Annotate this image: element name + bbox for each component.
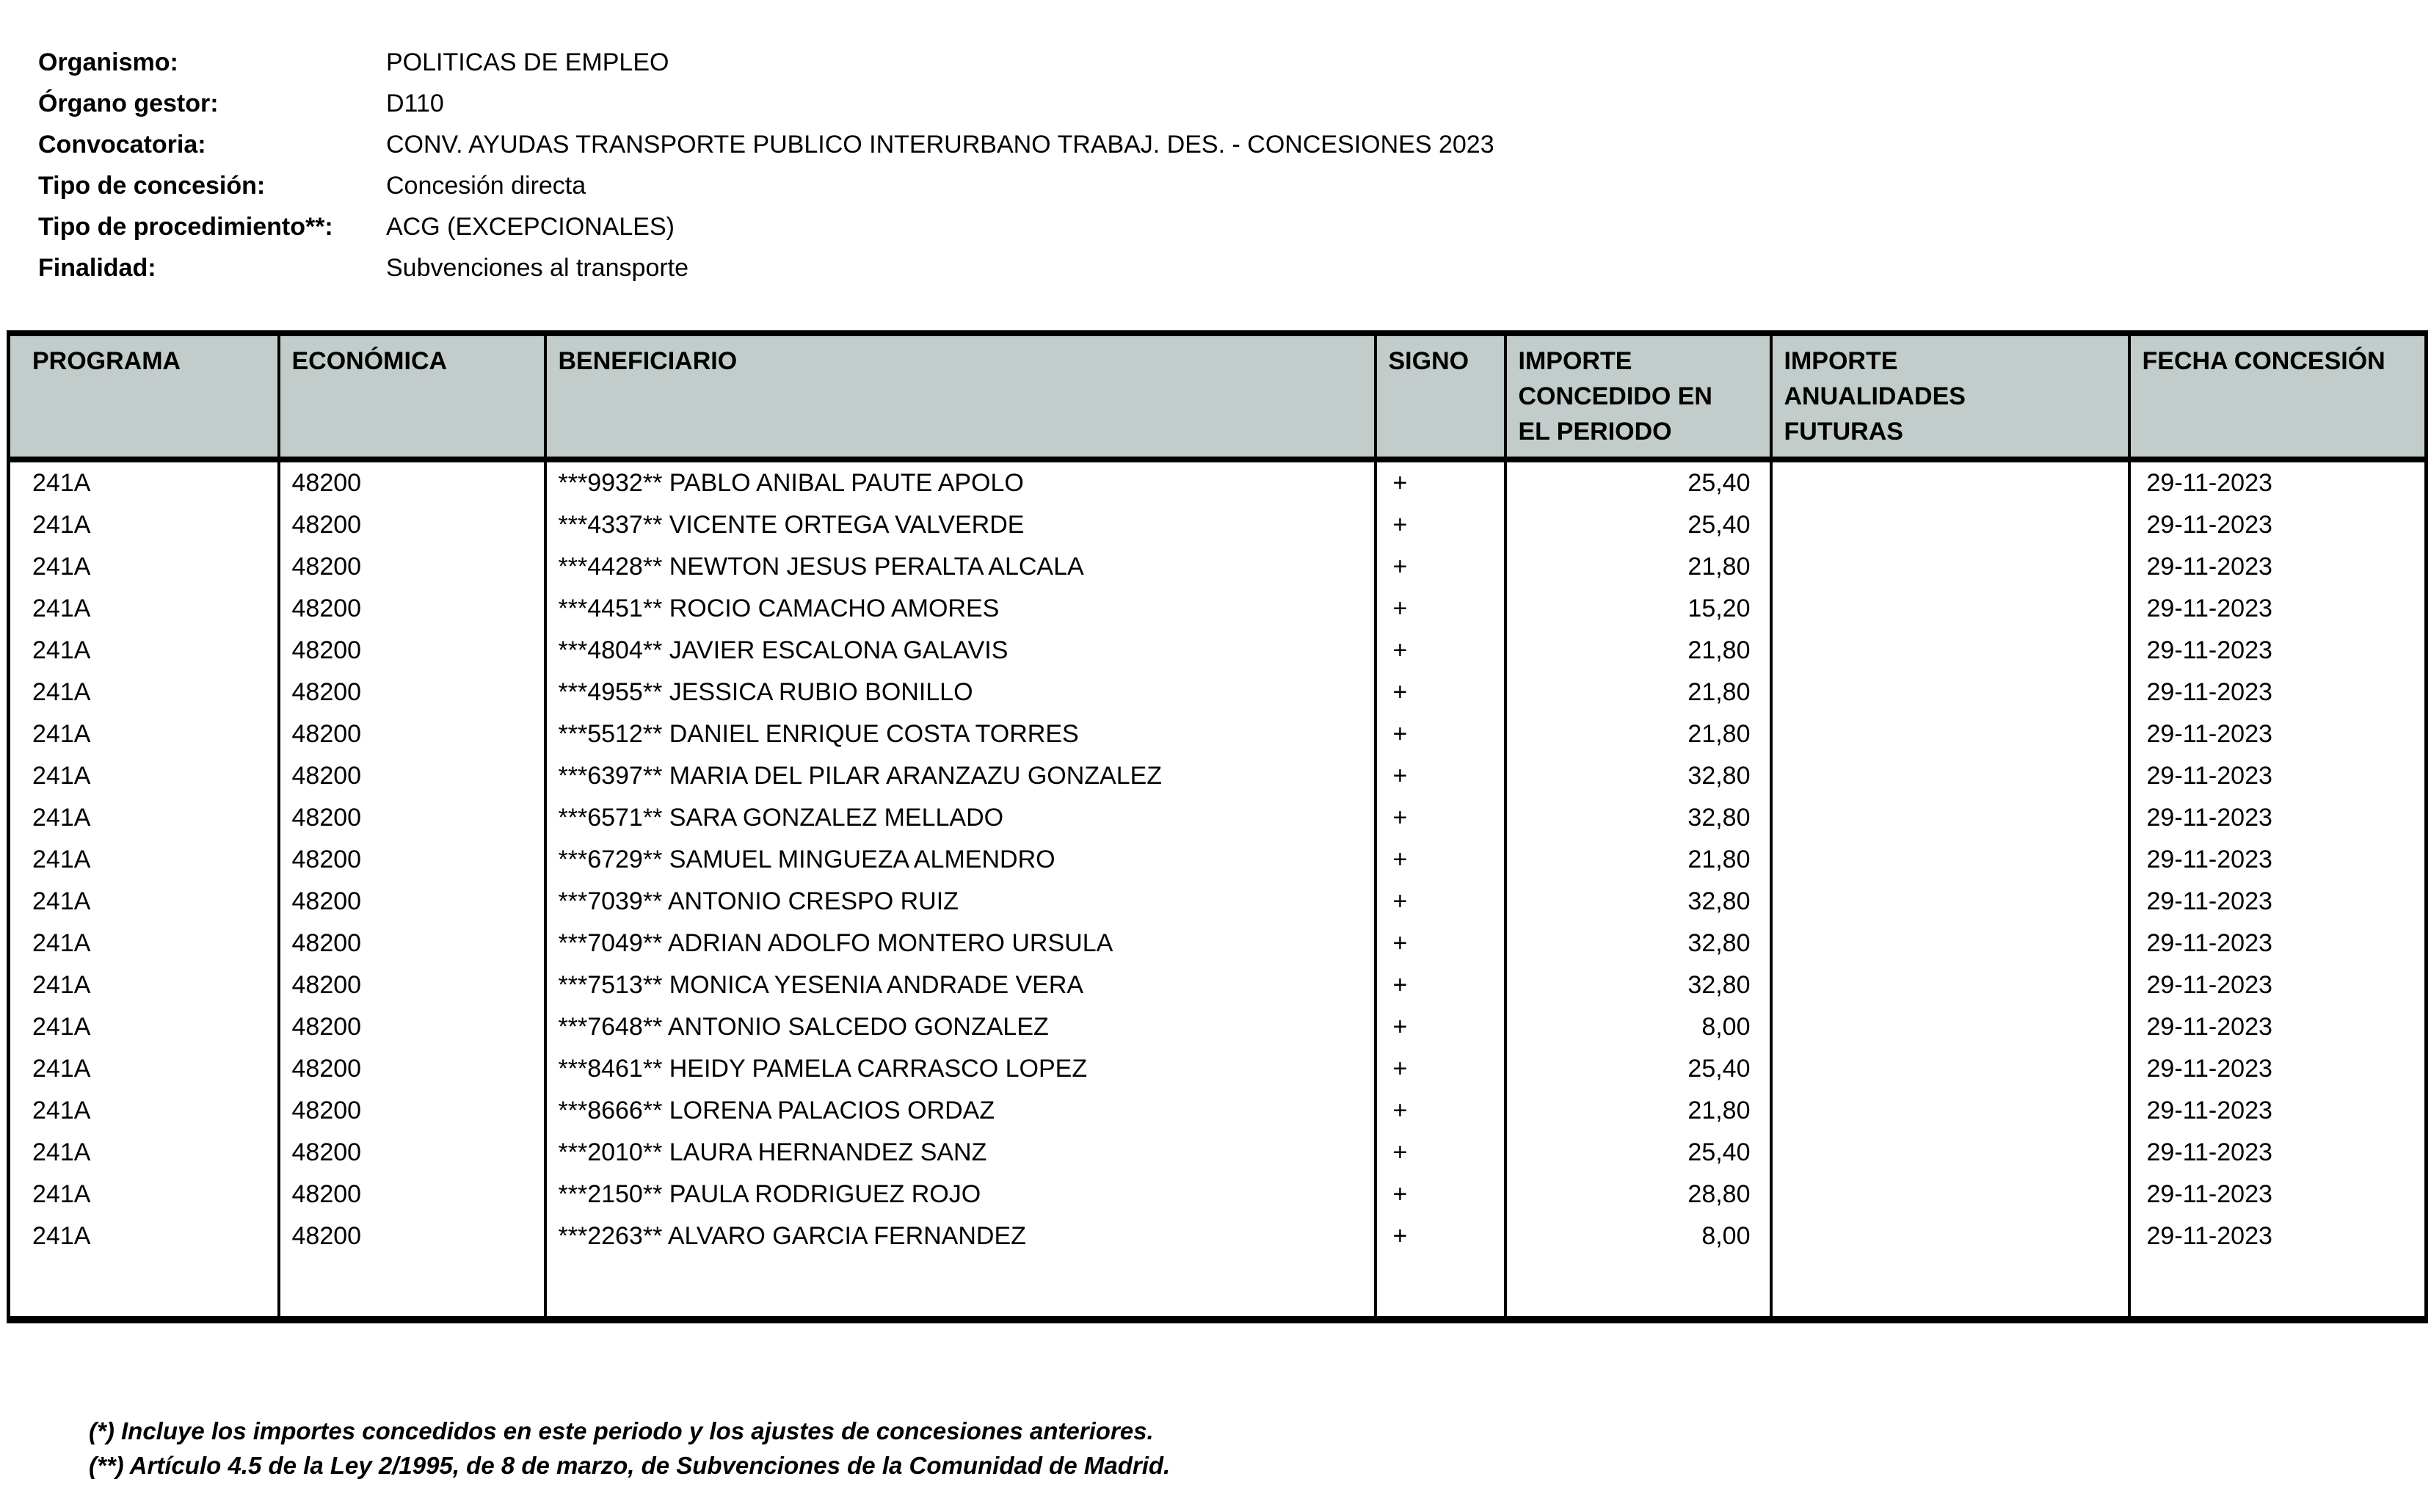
cell-importe-anualidades	[1771, 964, 2129, 1006]
cell-importe-anualidades	[1771, 797, 2129, 839]
cell-signo: +	[1376, 881, 1505, 923]
table-row	[9, 588, 2427, 630]
cell-economica: 48200	[279, 755, 545, 797]
table-row	[9, 1006, 2427, 1048]
cell-signo: +	[1376, 1215, 1505, 1257]
cell-fecha-concesion: 29-11-2023	[2129, 839, 2427, 881]
cell-economica: 48200	[279, 1132, 545, 1174]
cell-importe-concedido: 15,20	[1505, 588, 1771, 630]
cell-signo: +	[1376, 1174, 1505, 1215]
metadata-label: Convocatoria:	[38, 131, 206, 159]
cell-programa: 241A	[32, 469, 91, 497]
metadata-row	[38, 206, 1494, 247]
cell-signo: +	[1376, 546, 1505, 588]
table-row	[9, 797, 2427, 839]
cell-programa: 241A	[32, 595, 91, 622]
cell-importe-anualidades	[1771, 504, 2129, 546]
cell-fecha-concesion	[2129, 1257, 2427, 1320]
cell-beneficiario: ***2150** PAULA RODRIGUEZ ROJO	[545, 1174, 1376, 1215]
cell-beneficiario: ***7513** MONICA YESENIA ANDRADE VERA	[545, 964, 1376, 1006]
cell-importe-concedido: 32,80	[1505, 881, 1771, 923]
cell-beneficiario: ***6571** SARA GONZALEZ MELLADO	[545, 797, 1376, 839]
cell-economica: 48200	[279, 923, 545, 964]
cell-programa: 241A	[32, 1097, 91, 1124]
cell-programa: 241A	[32, 762, 91, 790]
cell-importe-concedido: 21,80	[1505, 546, 1771, 588]
cell-importe-concedido: 25,40	[1505, 1048, 1771, 1090]
metadata-label: Organismo:	[38, 48, 178, 76]
table-row	[9, 1132, 2427, 1174]
table-row	[9, 1215, 2427, 1257]
cell-economica: 48200	[279, 630, 545, 672]
metadata-row	[38, 165, 1494, 206]
cell-beneficiario: ***8666** LORENA PALACIOS ORDAZ	[545, 1090, 1376, 1132]
cell-fecha-concesion: 29-11-2023	[2129, 459, 2427, 504]
cell-economica: 48200	[279, 797, 545, 839]
cell-importe-concedido: 8,00	[1505, 1006, 1771, 1048]
cell-economica: 48200	[279, 713, 545, 755]
metadata-value: Subvenciones al transporte	[386, 254, 689, 282]
cell-beneficiario: ***4337** VICENTE ORTEGA VALVERDE	[545, 504, 1376, 546]
cell-beneficiario: ***4451** ROCIO CAMACHO AMORES	[545, 588, 1376, 630]
metadata-row	[38, 42, 1494, 83]
cell-importe-concedido: 21,80	[1505, 672, 1771, 713]
cell-importe-concedido: 21,80	[1505, 1090, 1771, 1132]
cell-fecha-concesion: 29-11-2023	[2129, 546, 2427, 588]
cell-fecha-concesion: 29-11-2023	[2129, 755, 2427, 797]
cell-importe-anualidades	[1771, 713, 2129, 755]
cell-programa: 241A	[32, 1222, 91, 1250]
table-row	[9, 1090, 2427, 1132]
cell-beneficiario: ***7039** ANTONIO CRESPO RUIZ	[545, 881, 1376, 923]
cell-economica: 48200	[279, 1006, 545, 1048]
cell-importe-concedido: 21,80	[1505, 630, 1771, 672]
footnotes	[89, 1414, 1170, 1483]
cell-programa: 241A	[32, 1055, 91, 1083]
metadata-label: Finalidad:	[38, 254, 156, 282]
cell-beneficiario: ***9932** PABLO ANIBAL PAUTE APOLO	[545, 459, 1376, 504]
cell-signo: +	[1376, 964, 1505, 1006]
cell-importe-concedido: 32,80	[1505, 797, 1771, 839]
cell-importe-concedido	[1505, 1257, 1771, 1320]
footnote: (**) Artículo 4.5 de la Ley 2/1995, de 8 de marzo, de Subvenciones de la Comunidad de Madrid.	[89, 1452, 1171, 1479]
metadata-label: Tipo de concesión:	[38, 172, 266, 200]
cell-signo	[1376, 1257, 1505, 1320]
cell-signo: +	[1376, 588, 1505, 630]
footnote: (*) Incluye los importes concedidos en este periodo y los ajustes de concesiones anteriores.	[89, 1417, 1154, 1444]
cell-importe-concedido: 32,80	[1505, 964, 1771, 1006]
cell-importe-anualidades	[1771, 1132, 2129, 1174]
cell-importe-anualidades	[1771, 1215, 2129, 1257]
cell-signo: +	[1376, 672, 1505, 713]
column-header: FECHA CONCESIÓN	[2129, 333, 2427, 459]
cell-fecha-concesion: 29-11-2023	[2129, 713, 2427, 755]
table-row	[9, 546, 2427, 588]
cell-beneficiario: ***7648** ANTONIO SALCEDO GONZALEZ	[545, 1006, 1376, 1048]
cell-importe-anualidades	[1771, 459, 2129, 504]
metadata-row	[38, 247, 1494, 288]
cell-importe-concedido: 28,80	[1505, 1174, 1771, 1215]
filler-row	[9, 1257, 2427, 1320]
cell-signo: +	[1376, 504, 1505, 546]
cell-beneficiario: ***4428** NEWTON JESUS PERALTA ALCALA	[545, 546, 1376, 588]
cell-programa: 241A	[32, 971, 91, 999]
cell-programa: 241A	[32, 1180, 91, 1208]
cell-fecha-concesion: 29-11-2023	[2129, 1048, 2427, 1090]
cell-programa: 241A	[32, 511, 91, 539]
grants-table	[7, 330, 2428, 1323]
cell-programa: 241A	[32, 553, 91, 581]
metadata-row	[38, 124, 1494, 165]
cell-economica: 48200	[279, 1090, 545, 1132]
cell-signo: +	[1376, 923, 1505, 964]
cell-beneficiario: ***2010** LAURA HERNANDEZ SANZ	[545, 1132, 1376, 1174]
cell-economica: 48200	[279, 964, 545, 1006]
cell-signo: +	[1376, 1006, 1505, 1048]
table-row	[9, 672, 2427, 713]
cell-programa: 241A	[32, 846, 91, 873]
column-header: ECONÓMICA	[279, 333, 545, 459]
cell-beneficiario: ***4804** JAVIER ESCALONA GALAVIS	[545, 630, 1376, 672]
cell-economica: 48200	[279, 588, 545, 630]
table-row	[9, 964, 2427, 1006]
cell-importe-anualidades	[1771, 1174, 2129, 1215]
metadata-block	[38, 42, 1494, 288]
cell-programa: 241A	[32, 804, 91, 832]
cell-importe-anualidades	[1771, 839, 2129, 881]
cell-importe-anualidades	[1771, 588, 2129, 630]
table-row	[9, 1174, 2427, 1215]
cell-fecha-concesion: 29-11-2023	[2129, 1174, 2427, 1215]
table-row	[9, 713, 2427, 755]
cell-programa: 241A	[32, 1013, 91, 1041]
cell-importe-anualidades	[1771, 1048, 2129, 1090]
cell-beneficiario: ***8461** HEIDY PAMELA CARRASCO LOPEZ	[545, 1048, 1376, 1090]
metadata-row	[38, 83, 1494, 124]
cell-beneficiario	[545, 1257, 1376, 1320]
cell-signo: +	[1376, 713, 1505, 755]
cell-programa: 241A	[32, 720, 91, 748]
cell-economica: 48200	[279, 881, 545, 923]
cell-fecha-concesion: 29-11-2023	[2129, 588, 2427, 630]
cell-signo: +	[1376, 839, 1505, 881]
cell-beneficiario: ***7049** ADRIAN ADOLFO MONTERO URSULA	[545, 923, 1376, 964]
cell-beneficiario: ***6397** MARIA DEL PILAR ARANZAZU GONZALEZ	[545, 755, 1376, 797]
cell-beneficiario: ***6729** SAMUEL MINGUEZA ALMENDRO	[545, 839, 1376, 881]
cell-programa: 241A	[32, 929, 91, 957]
cell-fecha-concesion: 29-11-2023	[2129, 1132, 2427, 1174]
column-header: IMPORTE ANUALIDADES FUTURAS	[1771, 333, 2129, 459]
cell-importe-anualidades	[1771, 755, 2129, 797]
cell-importe-concedido: 8,00	[1505, 1215, 1771, 1257]
metadata-value: Concesión directa	[386, 172, 586, 200]
cell-importe-anualidades	[1771, 546, 2129, 588]
table-header-row	[9, 333, 2427, 459]
cell-fecha-concesion: 29-11-2023	[2129, 1090, 2427, 1132]
table-row	[9, 755, 2427, 797]
cell-importe-concedido: 21,80	[1505, 713, 1771, 755]
metadata-value: POLITICAS DE EMPLEO	[386, 48, 669, 76]
cell-economica: 48200	[279, 1215, 545, 1257]
cell-signo: +	[1376, 630, 1505, 672]
cell-importe-anualidades	[1771, 672, 2129, 713]
cell-fecha-concesion: 29-11-2023	[2129, 1215, 2427, 1257]
metadata-label: Tipo de procedimiento**:	[38, 213, 333, 241]
metadata-value: ACG (EXCEPCIONALES)	[386, 213, 675, 241]
cell-programa: 241A	[32, 678, 91, 706]
cell-signo: +	[1376, 1132, 1505, 1174]
metadata-label: Órgano gestor:	[38, 90, 219, 117]
cell-importe-concedido: 32,80	[1505, 755, 1771, 797]
table-row	[9, 1048, 2427, 1090]
cell-fecha-concesion: 29-11-2023	[2129, 672, 2427, 713]
cell-signo: +	[1376, 755, 1505, 797]
cell-economica: 48200	[279, 1048, 545, 1090]
table-row	[9, 630, 2427, 672]
cell-importe-concedido: 21,80	[1505, 839, 1771, 881]
cell-beneficiario: ***2263** ALVARO GARCIA FERNANDEZ	[545, 1215, 1376, 1257]
cell-fecha-concesion: 29-11-2023	[2129, 923, 2427, 964]
cell-importe-anualidades	[1771, 1090, 2129, 1132]
cell-programa: 241A	[32, 887, 91, 915]
cell-signo: +	[1376, 1090, 1505, 1132]
cell-signo: +	[1376, 1048, 1505, 1090]
cell-importe-anualidades	[1771, 1257, 2129, 1320]
table-row	[9, 459, 2427, 504]
cell-importe-concedido: 32,80	[1505, 923, 1771, 964]
metadata-value: CONV. AYUDAS TRANSPORTE PUBLICO INTERURBANO TRABAJ. DES. - CONCESIONES 2023	[386, 131, 1494, 159]
cell-economica: 48200	[279, 459, 545, 504]
table-row	[9, 923, 2427, 964]
cell-programa	[9, 1257, 279, 1320]
metadata-value: D110	[386, 90, 444, 117]
cell-importe-concedido: 25,40	[1505, 504, 1771, 546]
cell-programa: 241A	[32, 1138, 91, 1166]
cell-fecha-concesion: 29-11-2023	[2129, 1006, 2427, 1048]
cell-importe-concedido: 25,40	[1505, 1132, 1771, 1174]
table-row	[9, 839, 2427, 881]
column-header: IMPORTE CONCEDIDO EN EL PERIODO	[1505, 333, 1771, 459]
cell-programa: 241A	[32, 636, 91, 664]
cell-fecha-concesion: 29-11-2023	[2129, 630, 2427, 672]
cell-fecha-concesion: 29-11-2023	[2129, 797, 2427, 839]
cell-signo: +	[1376, 459, 1505, 504]
cell-economica	[279, 1257, 545, 1320]
column-header: PROGRAMA	[9, 333, 279, 459]
cell-fecha-concesion: 29-11-2023	[2129, 881, 2427, 923]
cell-fecha-concesion: 29-11-2023	[2129, 964, 2427, 1006]
cell-economica: 48200	[279, 839, 545, 881]
column-header: SIGNO	[1376, 333, 1505, 459]
cell-signo: +	[1376, 797, 1505, 839]
cell-beneficiario: ***4955** JESSICA RUBIO BONILLO	[545, 672, 1376, 713]
cell-importe-concedido: 25,40	[1505, 459, 1771, 504]
cell-importe-anualidades	[1771, 923, 2129, 964]
cell-beneficiario: ***5512** DANIEL ENRIQUE COSTA TORRES	[545, 713, 1376, 755]
cell-economica: 48200	[279, 672, 545, 713]
cell-fecha-concesion: 29-11-2023	[2129, 504, 2427, 546]
cell-importe-anualidades	[1771, 630, 2129, 672]
column-header: BENEFICIARIO	[545, 333, 1376, 459]
cell-importe-anualidades	[1771, 881, 2129, 923]
cell-economica: 48200	[279, 1174, 545, 1215]
cell-economica: 48200	[279, 504, 545, 546]
table-row	[9, 504, 2427, 546]
cell-importe-anualidades	[1771, 1006, 2129, 1048]
cell-economica: 48200	[279, 546, 545, 588]
table-row	[9, 881, 2427, 923]
